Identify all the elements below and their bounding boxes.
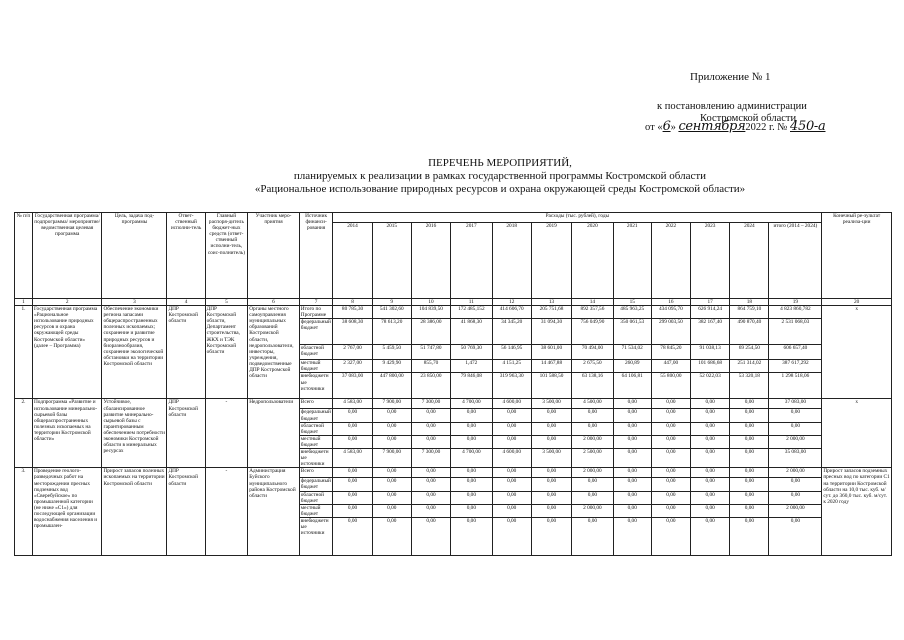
row-value: 0,00 bbox=[372, 504, 411, 517]
column-number: 7 bbox=[299, 299, 333, 306]
row-value: 0,00 bbox=[613, 478, 651, 491]
row-value: 2 531 068,03 bbox=[769, 319, 822, 345]
row-value: 541 302,60 bbox=[372, 306, 411, 319]
row-value: 0,00 bbox=[531, 435, 571, 448]
row-value: 0,00 bbox=[451, 478, 492, 491]
header-num: № п/п bbox=[15, 213, 33, 299]
row-value: 0,00 bbox=[333, 409, 372, 422]
row-value: 7 900,00 bbox=[372, 399, 411, 409]
row-value: 4 600,00 bbox=[492, 399, 531, 409]
row-source: внебюджетные источники bbox=[299, 373, 333, 399]
row-value: 51 747,80 bbox=[411, 345, 450, 360]
row-value: 37 083,00 bbox=[333, 373, 372, 399]
row-goal: Прирост запасов полезных ископаемых на территории Костромской области bbox=[102, 468, 167, 556]
row-num: 1. bbox=[15, 306, 33, 399]
row-value: 892 357,56 bbox=[572, 306, 613, 319]
decree-month: сентября bbox=[678, 119, 746, 134]
row-value: 2 000,00 bbox=[769, 504, 822, 517]
row-value: 756 049,90 bbox=[572, 319, 613, 345]
header-manager: Главный распоря-дитель бюджет-ных средств (ответ-ственный исполни-тель, соис-полнитель) bbox=[205, 213, 248, 299]
row-value: 2 000,00 bbox=[769, 468, 822, 478]
row-value: 0,00 bbox=[651, 449, 690, 468]
row-value: 104 839,50 bbox=[411, 306, 450, 319]
row-value: 0,00 bbox=[691, 449, 730, 468]
row-value: 4 500,00 bbox=[572, 399, 613, 409]
row-value: 0,00 bbox=[730, 435, 769, 448]
row-value: 53 320,18 bbox=[730, 373, 769, 399]
row-value: 0,00 bbox=[613, 399, 651, 409]
row-exec: ДПР Костромской области bbox=[167, 468, 205, 556]
row-value: 34 345,20 bbox=[492, 319, 531, 345]
row-value: 7 300,00 bbox=[411, 449, 450, 468]
row-value: 0,00 bbox=[372, 517, 411, 555]
row-value: 319 963,30 bbox=[492, 373, 531, 399]
row-value: 71 534,02 bbox=[613, 345, 651, 360]
row-value: 251 314,02 bbox=[730, 360, 769, 373]
row-value: 350 061,53 bbox=[613, 319, 651, 345]
column-number: 5 bbox=[205, 299, 248, 306]
row-value: 41 868,30 bbox=[451, 319, 492, 345]
row-value: 0,00 bbox=[411, 491, 450, 504]
row-value: 0,00 bbox=[691, 478, 730, 491]
row-value: 4 583,00 bbox=[333, 399, 372, 409]
row-manager: ДПР Костромской области, Департамент строительства, ЖКХ и ТЭК Костромской области bbox=[205, 306, 248, 399]
row-value: 2 767,00 bbox=[333, 345, 372, 360]
row-value: 0,00 bbox=[572, 422, 613, 435]
row-value: 0,00 bbox=[769, 409, 822, 422]
row-value: 0,00 bbox=[769, 491, 822, 504]
row-value: 55 800,00 bbox=[651, 373, 690, 399]
header-result: Конечный ре-зультат реализа-ции bbox=[822, 213, 892, 299]
row-value: 4 700,00 bbox=[451, 399, 492, 409]
decree-day: 6 bbox=[662, 119, 671, 134]
row-value: 0,00 bbox=[691, 435, 730, 448]
row-value: 0,00 bbox=[730, 491, 769, 504]
row-value: 78 845,20 bbox=[651, 345, 690, 360]
row-value: 0,00 bbox=[411, 517, 450, 555]
row-program: Проведение геолого-разведочных работ на месторождении пресных подземных вод «Сверебуйское» по промышленной категории (не ниже «C1») для последующей организации водоснабжения населения и промышлен- bbox=[32, 468, 102, 556]
table-row bbox=[15, 399, 892, 409]
column-number: 13 bbox=[531, 299, 571, 306]
row-value: 0,00 bbox=[769, 422, 822, 435]
row-value: 0,00 bbox=[492, 504, 531, 517]
row-value: 0,00 bbox=[730, 468, 769, 478]
row-value: 0,00 bbox=[531, 409, 571, 422]
row-value: 855,70 bbox=[411, 360, 450, 373]
row-source: федеральный бюджет bbox=[299, 409, 333, 422]
row-value: 0,00 bbox=[372, 491, 411, 504]
row-value: 2 675,50 bbox=[572, 360, 613, 373]
row-participant: Органы местного самоуправления муниципальных образований Костромской области, недропользователи, инвесторы, учреждения, подведомственные ДПР Костромской области bbox=[248, 306, 300, 399]
column-number: 10 bbox=[411, 299, 450, 306]
header-year: 2016 bbox=[411, 223, 450, 299]
row-value: 0,00 bbox=[691, 517, 730, 555]
header-year: итого (2014 – 2024) bbox=[769, 223, 822, 299]
row-value: 0,00 bbox=[531, 468, 571, 478]
decree-mid: » bbox=[670, 122, 676, 133]
header-participant: Участник меро-приятия bbox=[248, 213, 300, 299]
row-participant: Недропользователи bbox=[248, 399, 300, 468]
column-number: 9 bbox=[372, 299, 411, 306]
row-value: 0,00 bbox=[451, 422, 492, 435]
title-line-1: ПЕРЕЧЕНЬ МЕРОПРИЯТИЙ, bbox=[428, 157, 572, 169]
decree-line-2: Костромской области bbox=[700, 113, 797, 124]
row-value: 28 386,00 bbox=[411, 319, 450, 345]
row-value: 78 613,20 bbox=[372, 319, 411, 345]
row-value: 79 846,08 bbox=[451, 373, 492, 399]
row-goal: Обеспечение экономики региона запасами общераспространенных полезных ископаемых; сохранение и развитие природных ресурсов и биоразнообразия, сохранение экологической обстановки на территории Костромской области bbox=[102, 306, 167, 399]
row-value: 64 106,81 bbox=[613, 373, 651, 399]
row-value: 7 900,00 bbox=[372, 449, 411, 468]
row-manager: - bbox=[205, 399, 248, 468]
row-value: 5 459,50 bbox=[372, 345, 411, 360]
row-value: 0,00 bbox=[613, 517, 651, 555]
row-value: 0,00 bbox=[492, 468, 531, 478]
row-value: 0,00 bbox=[411, 409, 450, 422]
row-value: 9 429,90 bbox=[372, 360, 411, 373]
column-number: 20 bbox=[822, 299, 892, 306]
row-value: 205 751,68 bbox=[531, 306, 571, 319]
row-value: 299 003,50 bbox=[651, 319, 690, 345]
row-value: 38 608,30 bbox=[333, 319, 372, 345]
header-year: 2019 bbox=[531, 223, 571, 299]
measures-table bbox=[14, 212, 892, 556]
row-value: 56 146,95 bbox=[492, 345, 531, 360]
row-value: 4 583,00 bbox=[333, 449, 372, 468]
row-program: Государственная программа «Рациональное использование природных ресурсов и охрана окружающей среды Костромской области» (далее – Программа) bbox=[32, 306, 102, 399]
row-value: 3 500,00 bbox=[531, 399, 571, 409]
row-source: Итого по Программе bbox=[299, 306, 333, 319]
row-value: 0,00 bbox=[333, 468, 372, 478]
column-number: 3 bbox=[102, 299, 167, 306]
row-value: 0,00 bbox=[492, 435, 531, 448]
title-line-2: планируемых к реализации в рамках государственной программы Костромской области bbox=[293, 170, 707, 182]
row-source: федеральный бюджет bbox=[299, 478, 333, 491]
row-value: 1 298 518,06 bbox=[769, 373, 822, 399]
row-value: 0,00 bbox=[691, 399, 730, 409]
decree-number: 450-а bbox=[790, 119, 826, 134]
row-value: 485 963,25 bbox=[613, 306, 651, 319]
row-value: 0,00 bbox=[372, 468, 411, 478]
row-value: 0,00 bbox=[691, 491, 730, 504]
row-value: 0,00 bbox=[613, 409, 651, 422]
row-value: 434 095,70 bbox=[651, 306, 690, 319]
row-value: 0,00 bbox=[730, 517, 769, 555]
row-value: 0,00 bbox=[613, 491, 651, 504]
row-value: 0,00 bbox=[333, 422, 372, 435]
column-number: 15 bbox=[613, 299, 651, 306]
row-value: 0,00 bbox=[730, 399, 769, 409]
row-num: 2. bbox=[15, 399, 33, 468]
row-value: 0,00 bbox=[372, 435, 411, 448]
header-source: Источник финанси-рования bbox=[299, 213, 333, 299]
row-value: 4 700,00 bbox=[451, 449, 492, 468]
row-value: 0,00 bbox=[769, 478, 822, 491]
row-value: 0,00 bbox=[451, 409, 492, 422]
column-number: 1 bbox=[15, 299, 33, 306]
row-value: 0,00 bbox=[451, 517, 492, 555]
column-number: 19 bbox=[769, 299, 822, 306]
row-value: 0,00 bbox=[492, 409, 531, 422]
header-exec: Ответ-ственный исполни-тель bbox=[167, 213, 205, 299]
row-value: 0,00 bbox=[572, 409, 613, 422]
row-value: 0,00 bbox=[333, 491, 372, 504]
row-value: 0,00 bbox=[730, 449, 769, 468]
row-value: 2 000,00 bbox=[572, 468, 613, 478]
table-row bbox=[15, 306, 892, 319]
column-number: 18 bbox=[730, 299, 769, 306]
row-value: 2 000,00 bbox=[769, 435, 822, 448]
row-goal: Устойчивое, сбалансированное развитие минерально-сырьевой базы с гарантированным обеспечением потребности экономики Костромской области в минеральных ресурсах bbox=[102, 399, 167, 468]
row-program: Подпрограмма «Развитие и использование минерально-сырьевой базы общераспространенных полезных ископаемых на территории Костромской области» bbox=[32, 399, 102, 468]
row-value: 0,00 bbox=[613, 468, 651, 478]
header-year: 2021 bbox=[613, 223, 651, 299]
row-value: 0,00 bbox=[572, 478, 613, 491]
row-value: 0,00 bbox=[411, 422, 450, 435]
row-value: 7 300,00 bbox=[411, 399, 450, 409]
row-participant: Администрация Буйского муниципального района Костромской области bbox=[248, 468, 300, 556]
row-value: 0,00 bbox=[572, 491, 613, 504]
row-source: областной бюджет bbox=[299, 422, 333, 435]
row-value: 447 800,00 bbox=[372, 373, 411, 399]
decree-date-line bbox=[645, 120, 825, 134]
row-value: 0,00 bbox=[651, 491, 690, 504]
row-value: 0,00 bbox=[492, 517, 531, 555]
row-value: 0,00 bbox=[411, 468, 450, 478]
row-source: местный бюджет bbox=[299, 360, 333, 373]
row-value: 0,00 bbox=[691, 504, 730, 517]
row-source: внебюджетные источники bbox=[299, 449, 333, 468]
row-value: 2 500,00 bbox=[572, 449, 613, 468]
row-value: 0,00 bbox=[691, 409, 730, 422]
column-number: 11 bbox=[451, 299, 492, 306]
row-value: 80 785,30 bbox=[333, 306, 372, 319]
decree-year: 2022 г. № bbox=[745, 122, 788, 133]
title-line-3: «Рациональное использование природных ресурсов и охрана окружающей среды Костромской области» bbox=[254, 183, 746, 195]
row-value: 0,00 bbox=[451, 491, 492, 504]
column-number: 14 bbox=[572, 299, 613, 306]
row-value: 31 094,30 bbox=[531, 319, 571, 345]
row-value: 0,00 bbox=[451, 468, 492, 478]
row-value: 0,00 bbox=[730, 409, 769, 422]
row-value: 0,00 bbox=[451, 504, 492, 517]
row-value: 0,00 bbox=[411, 478, 450, 491]
row-source: Всего bbox=[299, 468, 333, 478]
row-value: 4 600,00 bbox=[492, 449, 531, 468]
column-number: 17 bbox=[691, 299, 730, 306]
header-year: 2020 bbox=[572, 223, 613, 299]
row-value: 69 254,50 bbox=[730, 345, 769, 360]
row-manager: - bbox=[205, 468, 248, 556]
row-exec: ДПР Костромской области bbox=[167, 306, 205, 399]
row-value: 2 000,00 bbox=[572, 435, 613, 448]
row-value: 0,00 bbox=[531, 504, 571, 517]
row-value: 382 167,40 bbox=[691, 319, 730, 345]
row-value: 606 657,40 bbox=[769, 345, 822, 360]
document-title bbox=[150, 157, 850, 196]
column-number: 4 bbox=[167, 299, 205, 306]
decree-line-1: к постановлению администрации bbox=[657, 101, 807, 112]
row-value: 490 870,40 bbox=[730, 319, 769, 345]
row-value: 1,472 bbox=[451, 360, 492, 373]
row-value: 0,00 bbox=[730, 478, 769, 491]
row-value: 37 083,00 bbox=[769, 399, 822, 409]
row-value: 50 769,30 bbox=[451, 345, 492, 360]
header-year: 2022 bbox=[651, 223, 690, 299]
row-value: 260,89 bbox=[613, 360, 651, 373]
header-year: 2023 bbox=[691, 223, 730, 299]
row-value: 2 327,00 bbox=[333, 360, 372, 373]
appendix-label: Приложение № 1 bbox=[690, 71, 771, 83]
table-row bbox=[15, 468, 892, 478]
row-value: 0,00 bbox=[651, 504, 690, 517]
header-expenses: Расходы (тыс. рублей), годы bbox=[333, 213, 822, 223]
row-value: 0,00 bbox=[492, 478, 531, 491]
row-value: 0,00 bbox=[769, 517, 822, 555]
row-source: внебюджетные источники bbox=[299, 517, 333, 555]
header-year: 2014 bbox=[333, 223, 372, 299]
row-value: 0,00 bbox=[572, 517, 613, 555]
row-value: 0,00 bbox=[411, 435, 450, 448]
row-result: х bbox=[822, 399, 892, 468]
row-value: 3 500,00 bbox=[531, 449, 571, 468]
row-value: 0,00 bbox=[691, 422, 730, 435]
row-value: 0,00 bbox=[613, 422, 651, 435]
row-value: 0,00 bbox=[531, 422, 571, 435]
row-value: 0,00 bbox=[333, 478, 372, 491]
row-value: 2 000,00 bbox=[572, 504, 613, 517]
header-year: 2018 bbox=[492, 223, 531, 299]
row-value: 0,00 bbox=[730, 504, 769, 517]
row-value: 91 038,13 bbox=[691, 345, 730, 360]
row-value: 0,00 bbox=[492, 491, 531, 504]
row-value: 0,00 bbox=[651, 435, 690, 448]
column-number: 16 bbox=[651, 299, 690, 306]
header-year: 2015 bbox=[372, 223, 411, 299]
column-number: 12 bbox=[492, 299, 531, 306]
row-source: Всего bbox=[299, 399, 333, 409]
row-value: 626 914,24 bbox=[691, 306, 730, 319]
row-value: 0,00 bbox=[613, 449, 651, 468]
row-value: 0,00 bbox=[730, 422, 769, 435]
row-value: 0,00 bbox=[333, 517, 372, 555]
row-value: 4 151,25 bbox=[492, 360, 531, 373]
row-source: областной бюджет bbox=[299, 345, 333, 360]
row-result: Прирост запасов подземных пресных вод по категории C1 на территории Костромской области на 10,0 тыс. куб. м/сут. до 360,0 тыс. куб. м/сут. к 2020 году bbox=[822, 468, 892, 556]
header-year: 2017 bbox=[451, 223, 492, 299]
row-value: 63 138,16 bbox=[572, 373, 613, 399]
row-source: местный бюджет bbox=[299, 504, 333, 517]
row-value: 0,00 bbox=[333, 435, 372, 448]
row-value: 0,00 bbox=[651, 468, 690, 478]
row-value: 14 467,88 bbox=[531, 360, 571, 373]
row-value: 0,00 bbox=[651, 422, 690, 435]
row-num: 3. bbox=[15, 468, 33, 556]
column-number: 8 bbox=[333, 299, 372, 306]
row-source: областной бюджет bbox=[299, 491, 333, 504]
column-number: 6 bbox=[248, 299, 300, 306]
decree-prefix: от « bbox=[645, 122, 663, 133]
row-value: 38 601,00 bbox=[531, 345, 571, 360]
row-value: 101 588,50 bbox=[531, 373, 571, 399]
header-year: 2024 bbox=[730, 223, 769, 299]
row-value: 0,00 bbox=[492, 422, 531, 435]
row-value: 52 022,03 bbox=[691, 373, 730, 399]
row-source: местный бюджет bbox=[299, 435, 333, 448]
row-value: 0,00 bbox=[651, 399, 690, 409]
row-exec: ДПР Костромской области bbox=[167, 399, 205, 468]
row-value: 0,00 bbox=[613, 504, 651, 517]
row-value: 172 485,152 bbox=[451, 306, 492, 319]
row-value: 0,00 bbox=[451, 435, 492, 448]
row-result: х bbox=[822, 306, 892, 399]
row-value: 0,00 bbox=[691, 468, 730, 478]
row-value: 0,00 bbox=[651, 409, 690, 422]
column-number: 2 bbox=[32, 299, 102, 306]
row-value: 447,00 bbox=[651, 360, 690, 373]
row-value: 0,00 bbox=[411, 504, 450, 517]
row-value: 0,00 bbox=[613, 435, 651, 448]
row-value: 414 606,70 bbox=[492, 306, 531, 319]
row-value: 387 617,292 bbox=[769, 360, 822, 373]
row-value: 0,00 bbox=[372, 478, 411, 491]
row-value: 70 494,00 bbox=[572, 345, 613, 360]
row-value: 0,00 bbox=[531, 517, 571, 555]
header-program: Государственная программа/ подпрограмма/ мероприятие/ ведомственная целевая программа bbox=[32, 213, 102, 299]
row-value: 0,00 bbox=[531, 478, 571, 491]
row-value: 0,00 bbox=[372, 422, 411, 435]
row-value: 0,00 bbox=[333, 504, 372, 517]
row-value: 23 850,00 bbox=[411, 373, 450, 399]
row-value: 0,00 bbox=[651, 517, 690, 555]
row-source: федеральный бюджет bbox=[299, 319, 333, 345]
row-value: 101 686,68 bbox=[691, 360, 730, 373]
row-value: 4 823 860,782 bbox=[769, 306, 822, 319]
row-value: 864 759,10 bbox=[730, 306, 769, 319]
row-value: 0,00 bbox=[651, 478, 690, 491]
header-goal: Цель, задача под-программы bbox=[102, 213, 167, 299]
row-value: 0,00 bbox=[372, 409, 411, 422]
row-value: 0,00 bbox=[531, 491, 571, 504]
row-value: 35 083,00 bbox=[769, 449, 822, 468]
